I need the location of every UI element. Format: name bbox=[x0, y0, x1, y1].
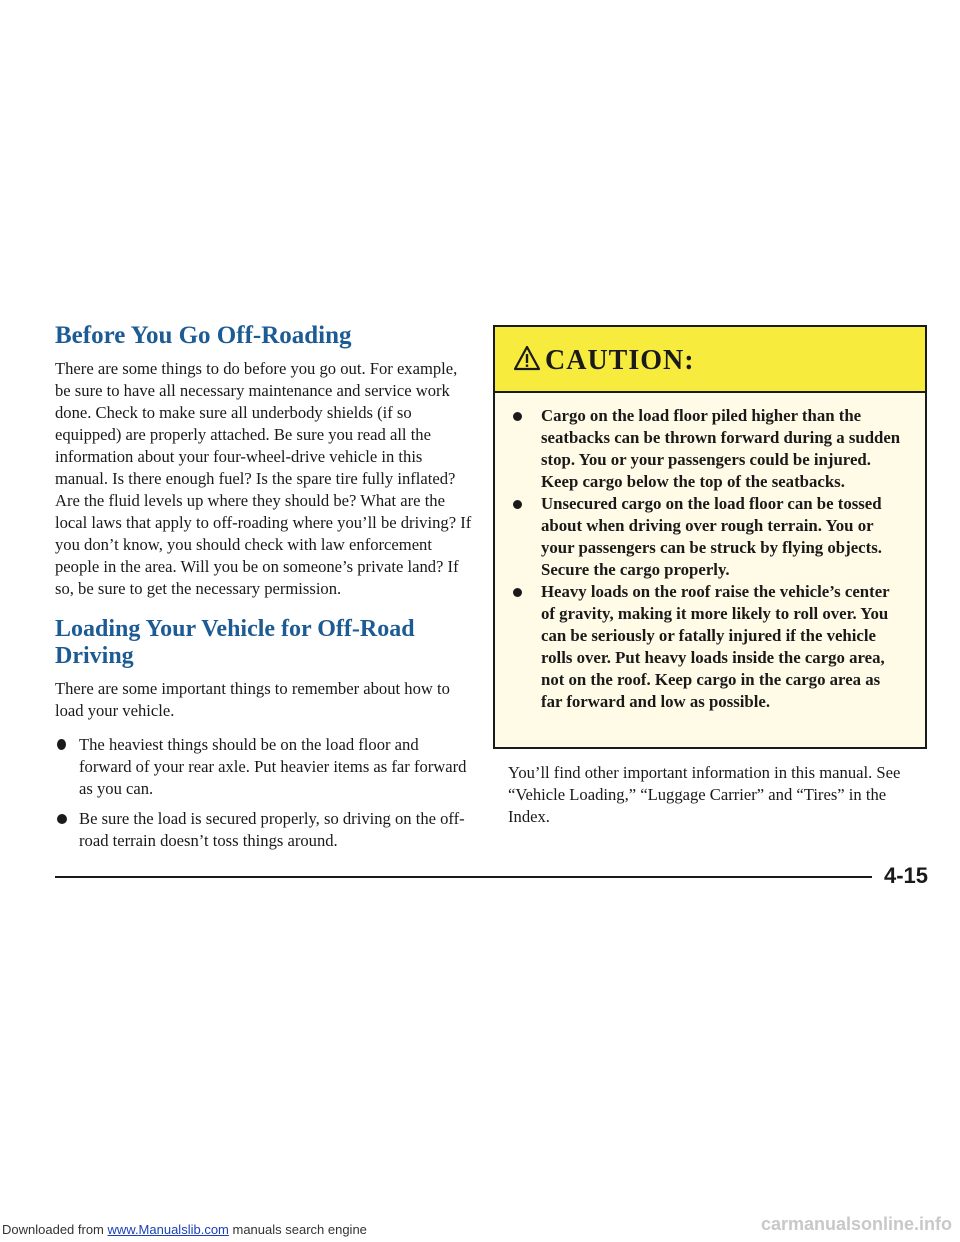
caution-item-text: Heavy loads on the roof raise the vehicle’s center of gravity, making it more likely to roll over. You can be seriously or fatally injured if the vehicle rolls over. Put heavy loads inside the cargo area, not on the roof. Keep cargo in the cargo area as far forward and low as possible. bbox=[541, 582, 890, 711]
caution-body bbox=[495, 393, 925, 723]
download-footer bbox=[2, 1222, 367, 1237]
right-note bbox=[508, 762, 928, 828]
footer-suffix: manuals search engine bbox=[228, 1222, 367, 1237]
bullet-icon bbox=[513, 412, 522, 421]
bullet-icon bbox=[513, 500, 522, 509]
footer-prefix: Downloaded from bbox=[2, 1222, 108, 1237]
watermark: carmanualsonline.info bbox=[760, 1214, 952, 1234]
caution-box bbox=[493, 325, 927, 749]
caution-item-text: Cargo on the load floor piled higher than the seatbacks can be thrown forward during a sudden stop. You or your passengers could be injured. Keep cargo below the top of the seatbacks. bbox=[541, 406, 901, 491]
list-item bbox=[55, 808, 475, 852]
bullet-icon bbox=[57, 814, 67, 824]
loading-bullet-list bbox=[55, 734, 475, 852]
paragraph-loading-intro: There are some important things to remember about how to load your vehicle. bbox=[55, 679, 450, 720]
paragraph-before-off-roading: There are some things to do before you go out. For example, be sure to have all necessary maintenance and service work done. Check to make sure all underbody shields (if so equipped) are properly attached. Be sure you read all the information about your four-wheel-drive vehicle in this manual. Is there enough fuel? Is the spare tire fully inflated? Are the fluid levels up where they should be? What are the local laws that apply to off-roading where you’ll be driving? If you don’t know, you should check with law enforcement people in the area. Will you be on someone’s private land? If so, be sure to get the necessary permission. bbox=[55, 359, 472, 598]
list-item bbox=[507, 493, 905, 581]
caution-header bbox=[495, 327, 925, 393]
page-number: 4-15 bbox=[884, 863, 929, 888]
heading-loading-vehicle: Loading Your Vehicle for Off-Road Driving bbox=[55, 616, 415, 669]
caution-label: CAUTION: bbox=[545, 345, 695, 376]
index-reference-paragraph: You’ll find other important information in this manual. See “Vehicle Loading,” “Luggage Carrier” and “Tires” in the Index. bbox=[508, 763, 901, 826]
warning-triangle-icon bbox=[513, 345, 541, 371]
caution-item-text: Unsecured cargo on the load floor can be tossed about when driving over rough terrain. You or your passengers can be struck by flying objects. Secure the cargo properly. bbox=[541, 494, 882, 579]
caution-list bbox=[507, 405, 905, 713]
list-item bbox=[507, 405, 905, 493]
list-item bbox=[507, 581, 905, 713]
list-item bbox=[55, 734, 475, 800]
footer-rule bbox=[55, 876, 872, 878]
bullet-icon bbox=[57, 739, 66, 750]
heading-before-off-roading: Before You Go Off-Roading bbox=[55, 322, 352, 349]
left-column bbox=[55, 322, 475, 860]
bullet-icon bbox=[513, 588, 522, 597]
bullet-text: Be sure the load is secured properly, so driving on the off-road terrain doesn’t toss things around. bbox=[79, 809, 465, 850]
bullet-text: The heaviest things should be on the load floor and forward of your rear axle. Put heavier items as far forward as you can. bbox=[79, 735, 467, 798]
manualslib-link[interactable]: www.Manualslib.com bbox=[107, 1222, 229, 1237]
